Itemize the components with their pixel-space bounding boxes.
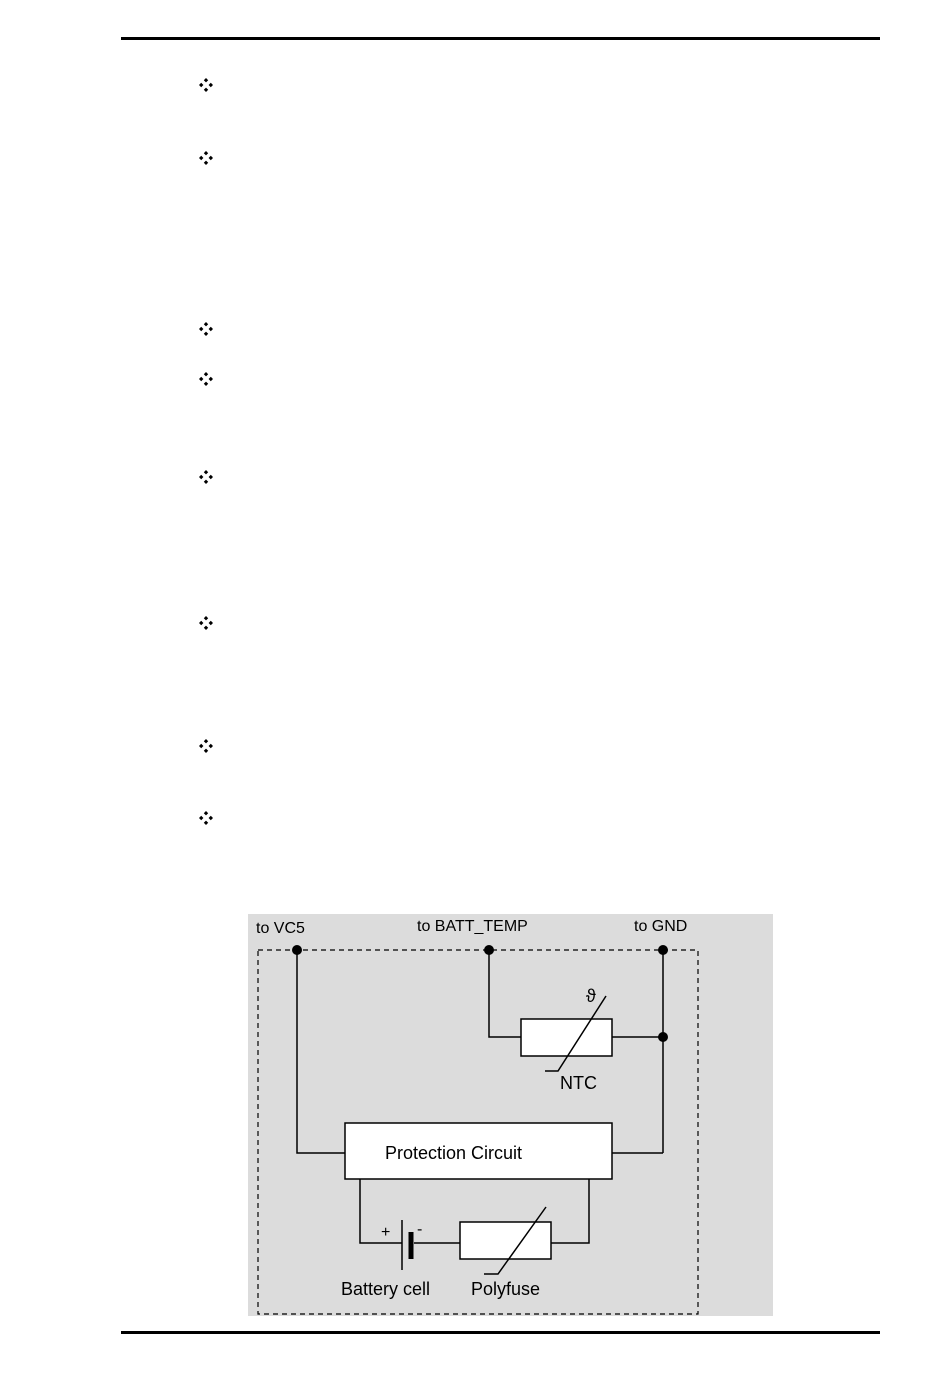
battery-pack-diagram — [248, 914, 773, 1316]
battery-cell-label: Battery cell — [341, 1279, 431, 1299]
gnd-junction-dot — [658, 1032, 668, 1042]
bullet-diamond-icon — [198, 810, 214, 826]
terminal-gnd-label: to GND — [634, 918, 688, 935]
polyfuse-label: Polyfuse — [471, 1279, 541, 1299]
circuit-schematic — [248, 914, 773, 1316]
bullet-diamond-icon — [198, 150, 214, 166]
ntc-thermistor — [521, 1019, 612, 1056]
protection-circuit-label: Protection Circuit — [385, 1143, 523, 1163]
battery-plus-sign: + — [381, 1224, 391, 1241]
header-rule — [121, 37, 880, 40]
bullet-diamond-icon — [198, 469, 214, 485]
terminal-batt-temp-label: to BATT_TEMP — [417, 918, 528, 935]
polyfuse — [460, 1222, 551, 1259]
battery-minus-sign: - — [417, 1221, 423, 1238]
bullet-diamond-icon — [198, 738, 214, 754]
bullet-diamond-icon — [198, 615, 214, 631]
bullet-diamond-icon — [198, 77, 214, 93]
bullet-diamond-icon — [198, 371, 214, 387]
ntc-label: NTC — [560, 1073, 597, 1093]
footer-rule — [121, 1331, 880, 1334]
theta-symbol: ϑ — [586, 986, 596, 1006]
bullet-diamond-icon — [198, 321, 214, 337]
terminal-vc5-label: to VC5 — [256, 920, 305, 937]
